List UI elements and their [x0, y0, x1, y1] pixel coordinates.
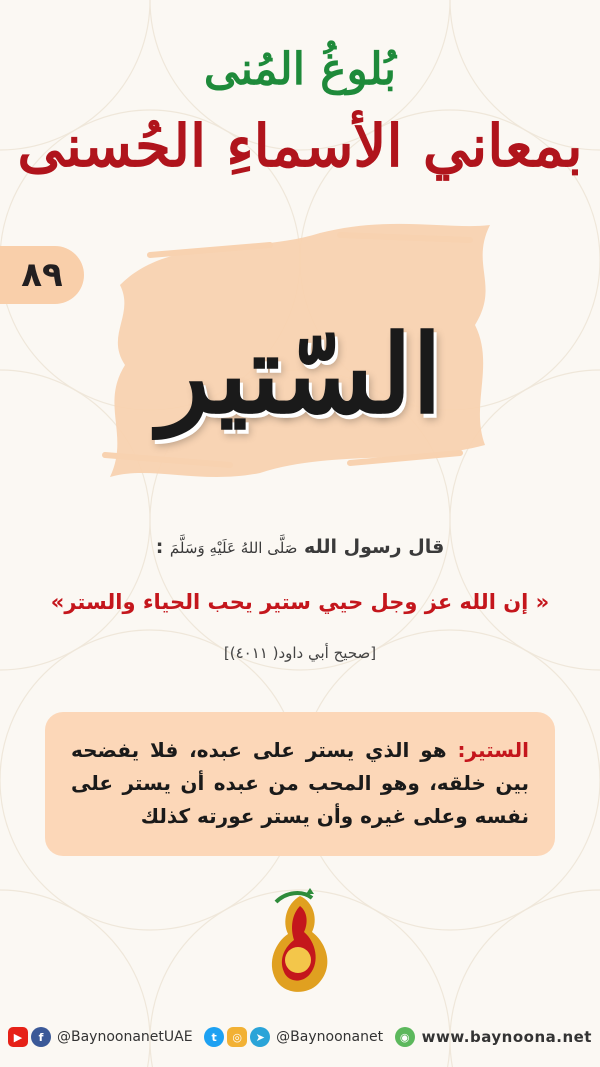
hadith-intro	[0, 536, 600, 558]
telegram-icon[interactable]: ➤	[250, 1027, 270, 1047]
handle-main[interactable]: @Baynoonanet	[276, 1029, 384, 1045]
hadith-text: « إن الله عز وجل حيي ستير يحب الحياء والستر»	[50, 590, 550, 614]
footer-uae-group	[8, 1027, 193, 1047]
facebook-icon[interactable]: f	[31, 1027, 51, 1047]
name-number-badge: ٨٩	[0, 246, 84, 304]
definition-term: الستير:	[457, 738, 529, 762]
youtube-icon[interactable]: ▶	[8, 1027, 28, 1047]
series-title-line2: بمعاني الأسماءِ الحُسنى	[17, 112, 583, 180]
hadith-intro-colon: :	[155, 536, 164, 558]
series-title	[0, 40, 600, 188]
series-title-line1: بُلوغُ المُنى	[203, 44, 397, 95]
handle-uae[interactable]: @BaynoonanetUAE	[57, 1029, 193, 1045]
hadith-intro-text: قال رسول الله	[304, 536, 445, 558]
definition-body: هو الذي يستر على عبده، فلا يفضحه بين خلقه، وهو المحب من عبده أن يستر على نفسه وعلى غيره وأن يستر عورته كذلك	[71, 738, 529, 828]
baynoona-logo-icon	[262, 886, 338, 996]
website-link[interactable]: www.baynoona.net	[421, 1028, 592, 1046]
divine-name-title: السّتير	[157, 312, 443, 438]
salawat-text: صَلَّى اللهُ عَلَيْهِ وَسَلَّمَ	[169, 539, 298, 557]
instagram-icon[interactable]: ◎	[227, 1027, 247, 1047]
definition-box	[45, 712, 555, 856]
footer-web-group	[395, 1027, 592, 1047]
hadith-source: [صحيح أبي داود( ٤٠١١)]	[223, 644, 377, 662]
web-icon[interactable]: ◉	[395, 1027, 415, 1047]
twitter-icon[interactable]: t	[204, 1027, 224, 1047]
footer-bar	[8, 1022, 592, 1052]
footer-social-group	[204, 1027, 383, 1047]
